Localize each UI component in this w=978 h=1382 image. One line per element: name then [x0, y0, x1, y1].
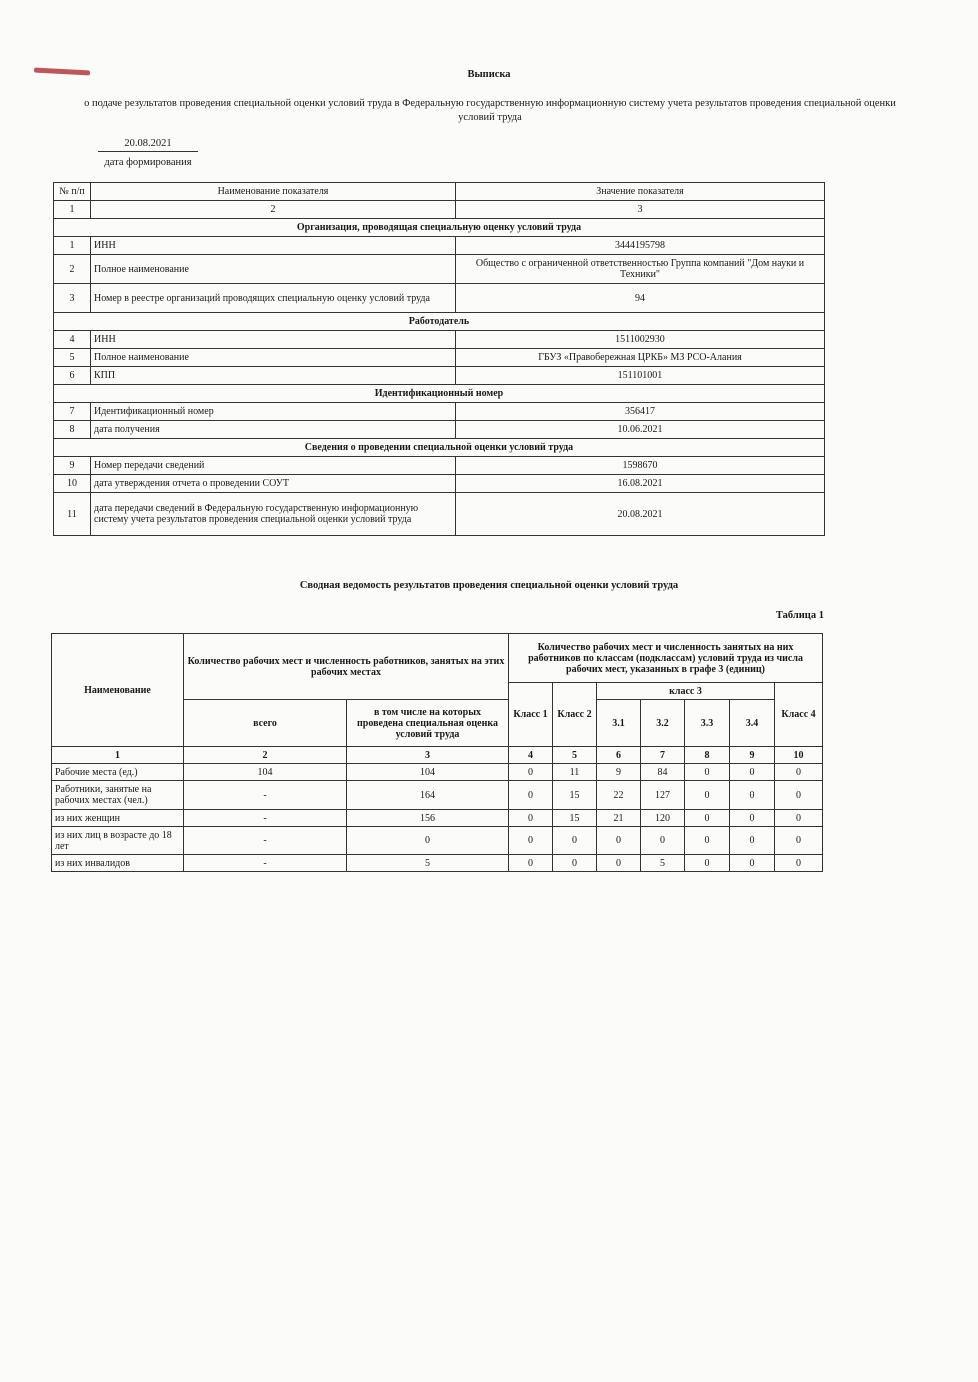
section-title: Сведения о проведении специальной оценки условий труда	[54, 439, 825, 457]
header-assessed: в том числе на которых проведена специальная оценка условий труда	[347, 700, 509, 747]
table-row	[54, 403, 825, 421]
section-title: Организация, проводящая специальную оценку условий труда	[54, 219, 825, 237]
row-name: ИНН	[91, 237, 456, 255]
header-sub: 3.1	[597, 700, 641, 747]
table-row	[54, 457, 825, 475]
column-number: 3	[456, 201, 825, 219]
row-name: дата утверждения отчета о проведении СОУТ	[91, 475, 456, 493]
column-number: 5	[553, 747, 597, 764]
row-name: Номер в реестре организаций проводящих специальную оценку условий труда	[91, 284, 456, 313]
row-value: Общество с ограниченной ответственностью Группа компаний "Дом науки и Техники"	[456, 255, 825, 284]
cell-value: 156	[347, 810, 509, 827]
row-name: Идентификационный номер	[91, 403, 456, 421]
header-cell: № п/п	[54, 183, 91, 201]
cell-value: 0	[597, 855, 641, 872]
header-group-classes: Количество рабочих мест и численность занятых на них работников по классам (подклассам) условий труда из числа рабочих мест, указанных в графе 3 (единиц)	[509, 634, 823, 683]
cell-value: 0	[685, 764, 730, 781]
column-number: 2	[184, 747, 347, 764]
row-number: 10	[54, 475, 91, 493]
row-name: из них женщин	[52, 810, 184, 827]
cell-value: -	[184, 855, 347, 872]
row-number: 3	[54, 284, 91, 313]
header-total: всего	[184, 700, 347, 747]
table-row	[54, 421, 825, 439]
section-title: Идентификационный номер	[54, 385, 825, 403]
cell-value: -	[184, 781, 347, 810]
row-number: 1	[54, 237, 91, 255]
summary-title: Сводная ведомость результатов проведения специальной оценки условий труда	[299, 580, 679, 591]
column-number: 7	[641, 747, 685, 764]
cell-value: 5	[347, 855, 509, 872]
cell-value: 0	[553, 827, 597, 855]
row-name: Работники, занятые на рабочих местах (чел.)	[52, 781, 184, 810]
row-name: из них лиц в возрасте до 18 лет	[52, 827, 184, 855]
row-name: дата получения	[91, 421, 456, 439]
cell-value: 21	[597, 810, 641, 827]
row-value: 20.08.2021	[456, 493, 825, 536]
row-name: Номер передачи сведений	[91, 457, 456, 475]
cell-value: 0	[775, 827, 823, 855]
column-number: 8	[685, 747, 730, 764]
info-table	[53, 182, 825, 536]
column-number: 2	[91, 201, 456, 219]
header-cell: Наименование показателя	[91, 183, 456, 201]
table-row	[54, 331, 825, 349]
cell-value: 0	[730, 810, 775, 827]
table-row	[54, 201, 825, 219]
formation-date-caption: дата формирования	[104, 157, 192, 168]
column-number: 1	[54, 201, 91, 219]
cell-value: 0	[730, 855, 775, 872]
row-name: Полное наименование	[91, 349, 456, 367]
section-row	[54, 385, 825, 403]
cell-value: 0	[775, 855, 823, 872]
table-row	[52, 855, 823, 872]
header-sub: 3.3	[685, 700, 730, 747]
cell-value: 0	[730, 781, 775, 810]
cell-value: 11	[553, 764, 597, 781]
section-title: Работодатель	[54, 313, 825, 331]
summary-body	[52, 764, 823, 872]
cell-value: 22	[597, 781, 641, 810]
cell-value: 15	[553, 781, 597, 810]
row-value: 16.08.2021	[456, 475, 825, 493]
document-title: Выписка	[467, 69, 511, 80]
cell-value: 0	[509, 764, 553, 781]
table-row	[54, 284, 825, 313]
cell-value: 0	[553, 855, 597, 872]
cell-value: 0	[685, 855, 730, 872]
column-number: 10	[775, 747, 823, 764]
header-class1: Класс 1	[509, 683, 553, 747]
table-row	[54, 493, 825, 536]
cell-value: 164	[347, 781, 509, 810]
cell-value: 0	[509, 827, 553, 855]
column-numbers-row	[52, 747, 823, 764]
cell-value: 0	[730, 764, 775, 781]
cell-value: 5	[641, 855, 685, 872]
table-row	[54, 255, 825, 284]
row-value: 1511002930	[456, 331, 825, 349]
row-name: Рабочие места (ед.)	[52, 764, 184, 781]
cell-value: 0	[509, 855, 553, 872]
header-class3: класс 3	[597, 683, 775, 700]
table-row	[52, 827, 823, 855]
row-name: ИНН	[91, 331, 456, 349]
cell-value: -	[184, 827, 347, 855]
cell-value: 0	[347, 827, 509, 855]
cell-value: 104	[184, 764, 347, 781]
formation-date: 20.08.2021	[98, 138, 198, 152]
header-group-workplaces: Количество рабочих мест и численность работников, занятых на этих рабочих местах	[184, 634, 509, 700]
row-number: 6	[54, 367, 91, 385]
row-number: 2	[54, 255, 91, 284]
table-row	[54, 475, 825, 493]
header-sub: 3.2	[641, 700, 685, 747]
cell-value: 0	[509, 810, 553, 827]
cell-value: 0	[509, 781, 553, 810]
table-row	[54, 183, 825, 201]
row-value: 151101001	[456, 367, 825, 385]
column-number: 1	[52, 747, 184, 764]
row-number: 4	[54, 331, 91, 349]
cell-value: 120	[641, 810, 685, 827]
cell-value: 0	[775, 810, 823, 827]
table-row	[52, 810, 823, 827]
row-number: 5	[54, 349, 91, 367]
column-number: 3	[347, 747, 509, 764]
row-number: 8	[54, 421, 91, 439]
section-row	[54, 439, 825, 457]
cell-value: 0	[685, 781, 730, 810]
section-row	[54, 313, 825, 331]
header-class4: Класс 4	[775, 683, 823, 747]
cell-value: 9	[597, 764, 641, 781]
row-value: 356417	[456, 403, 825, 421]
document-subtitle: о подаче результатов проведения специальной оценки условий труда в Федеральную государственную информационную систему учета результатов проведения специальной оценки условий труда	[84, 98, 896, 123]
table-row	[54, 237, 825, 255]
cell-value: 15	[553, 810, 597, 827]
row-name: КПП	[91, 367, 456, 385]
row-name: из них инвалидов	[52, 855, 184, 872]
column-number: 9	[730, 747, 775, 764]
header-cell: Значение показателя	[456, 183, 825, 201]
row-value: 1598670	[456, 457, 825, 475]
table-row	[52, 764, 823, 781]
summary-table	[51, 633, 823, 872]
row-value: 10.06.2021	[456, 421, 825, 439]
table-label: Таблица 1	[775, 610, 824, 621]
table-row	[54, 349, 825, 367]
cell-value: 0	[730, 827, 775, 855]
cell-value: 127	[641, 781, 685, 810]
cell-value: 0	[775, 781, 823, 810]
row-name: дата передачи сведений в Федеральную государственную информационную систему учета результатов проведения специальной оценки условий труда	[91, 493, 456, 536]
header-class2: Класс 2	[553, 683, 597, 747]
header-sub: 3.4	[730, 700, 775, 747]
row-number: 11	[54, 493, 91, 536]
row-number: 7	[54, 403, 91, 421]
table-row	[52, 781, 823, 810]
header-row	[52, 634, 823, 683]
cell-value: 0	[597, 827, 641, 855]
header-name: Наименование	[52, 634, 184, 747]
row-value: ГБУЗ «Правобережная ЦРКБ» МЗ РСО-Алания	[456, 349, 825, 367]
cell-value: 0	[685, 810, 730, 827]
row-value: 3444195798	[456, 237, 825, 255]
row-name: Полное наименование	[91, 255, 456, 284]
row-value: 94	[456, 284, 825, 313]
cell-value: 84	[641, 764, 685, 781]
cell-value: 0	[641, 827, 685, 855]
row-number: 9	[54, 457, 91, 475]
table-row	[54, 367, 825, 385]
cell-value: -	[184, 810, 347, 827]
column-number: 4	[509, 747, 553, 764]
cell-value: 0	[685, 827, 730, 855]
cell-value: 104	[347, 764, 509, 781]
cell-value: 0	[775, 764, 823, 781]
section-row	[54, 219, 825, 237]
column-number: 6	[597, 747, 641, 764]
